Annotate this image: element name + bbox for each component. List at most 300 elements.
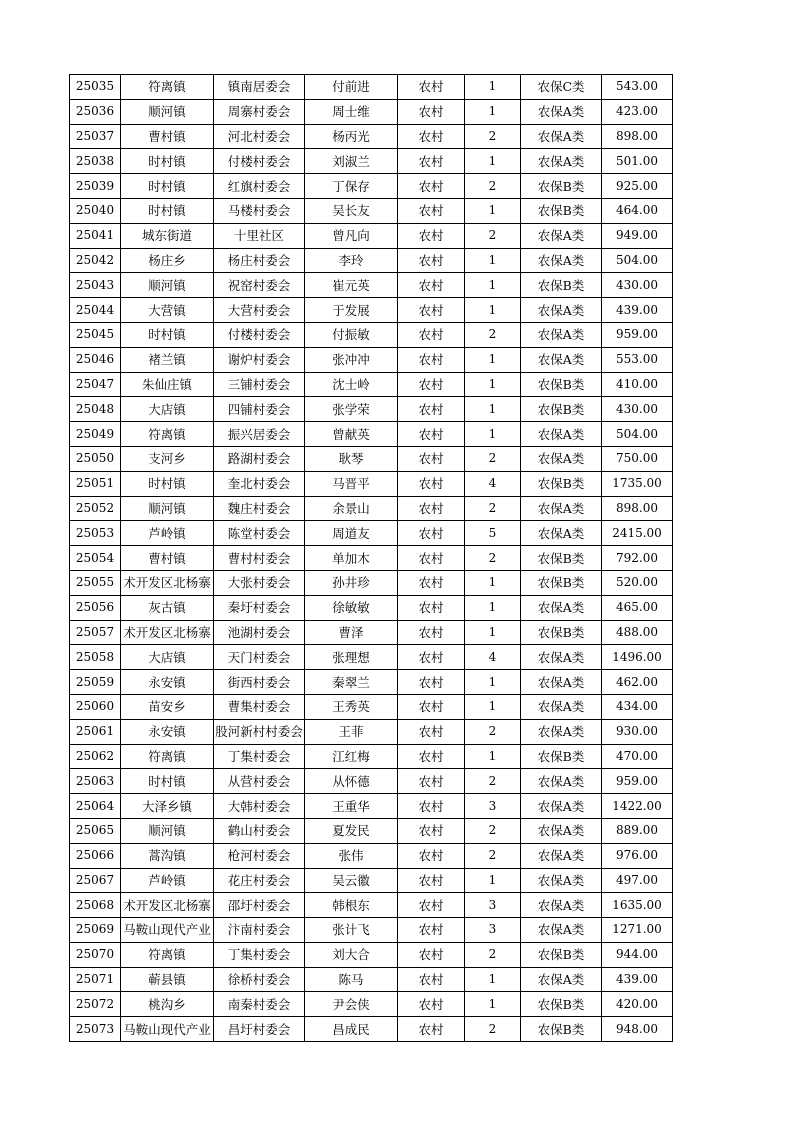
village-cell: 曹集村委会 [214, 694, 305, 719]
table-row [70, 620, 673, 645]
person-name-cell: 夏发民 [305, 818, 398, 843]
insurance-category-cell: 农保B类 [521, 992, 602, 1017]
insurance-category-cell: 农保A类 [521, 496, 602, 521]
amount-cell: 553.00 [602, 347, 673, 372]
amount-cell: 420.00 [602, 992, 673, 1017]
village-cell: 河北村委会 [214, 124, 305, 149]
town-cell: 符离镇 [121, 942, 214, 967]
household-type-cell: 农村 [398, 595, 465, 620]
person-count-cell: 1 [465, 75, 521, 100]
record-id-cell: 25036 [70, 99, 121, 124]
amount-cell: 1635.00 [602, 893, 673, 918]
person-count-cell: 2 [465, 124, 521, 149]
table-row [70, 818, 673, 843]
household-type-cell: 农村 [398, 248, 465, 273]
amount-cell: 898.00 [602, 496, 673, 521]
person-count-cell: 2 [465, 769, 521, 794]
insurance-category-cell: 农保C类 [521, 75, 602, 100]
person-count-cell: 2 [465, 446, 521, 471]
record-id-cell: 25054 [70, 546, 121, 571]
person-count-cell: 2 [465, 174, 521, 199]
household-type-cell: 农村 [398, 794, 465, 819]
town-cell: 大泽乡镇 [121, 794, 214, 819]
insurance-category-cell: 农保A类 [521, 322, 602, 347]
person-name-cell: 吴云徽 [305, 868, 398, 893]
person-count-cell: 1 [465, 99, 521, 124]
village-cell: 杨庄村委会 [214, 248, 305, 273]
amount-cell: 948.00 [602, 1017, 673, 1042]
town-cell: 蕲县镇 [121, 967, 214, 992]
person-name-cell: 杨丙光 [305, 124, 398, 149]
household-type-cell: 农村 [398, 645, 465, 670]
table-row [70, 372, 673, 397]
amount-cell: 520.00 [602, 570, 673, 595]
person-count-cell: 3 [465, 893, 521, 918]
household-type-cell: 农村 [398, 471, 465, 496]
village-cell: 陈堂村委会 [214, 521, 305, 546]
household-type-cell: 农村 [398, 273, 465, 298]
record-id-cell: 25051 [70, 471, 121, 496]
amount-cell: 750.00 [602, 446, 673, 471]
household-type-cell: 农村 [398, 769, 465, 794]
town-cell: 曹村镇 [121, 546, 214, 571]
village-cell: 大韩村委会 [214, 794, 305, 819]
table-row [70, 124, 673, 149]
table-row [70, 645, 673, 670]
town-cell: 大店镇 [121, 397, 214, 422]
person-name-cell: 江红梅 [305, 744, 398, 769]
household-type-cell: 农村 [398, 99, 465, 124]
person-name-cell: 刘大合 [305, 942, 398, 967]
amount-cell: 959.00 [602, 769, 673, 794]
town-cell: 马鞍山现代产业 [121, 1017, 214, 1042]
household-type-cell: 农村 [398, 75, 465, 100]
village-cell: 天门村委会 [214, 645, 305, 670]
town-cell: 符离镇 [121, 422, 214, 447]
table-row [70, 992, 673, 1017]
person-name-cell: 昌成民 [305, 1017, 398, 1042]
record-id-cell: 25060 [70, 694, 121, 719]
town-cell: 顺河镇 [121, 818, 214, 843]
household-type-cell: 农村 [398, 446, 465, 471]
record-id-cell: 25041 [70, 223, 121, 248]
insurance-category-cell: 农保B类 [521, 372, 602, 397]
village-cell: 大营村委会 [214, 298, 305, 323]
person-count-cell: 2 [465, 322, 521, 347]
household-type-cell: 农村 [398, 893, 465, 918]
insurance-category-cell: 农保B类 [521, 471, 602, 496]
person-name-cell: 李玲 [305, 248, 398, 273]
record-id-cell: 25056 [70, 595, 121, 620]
record-id-cell: 25064 [70, 794, 121, 819]
town-cell: 术开发区北杨寨 [121, 620, 214, 645]
table-row [70, 595, 673, 620]
household-type-cell: 农村 [398, 149, 465, 174]
person-count-cell: 2 [465, 496, 521, 521]
record-id-cell: 25039 [70, 174, 121, 199]
person-name-cell: 徐敏敏 [305, 595, 398, 620]
table-row [70, 471, 673, 496]
village-cell: 祝窑村委会 [214, 273, 305, 298]
town-cell: 顺河镇 [121, 273, 214, 298]
amount-cell: 959.00 [602, 322, 673, 347]
insurance-category-cell: 农保A类 [521, 794, 602, 819]
person-count-cell: 1 [465, 372, 521, 397]
household-type-cell: 农村 [398, 992, 465, 1017]
table-row [70, 570, 673, 595]
person-count-cell: 1 [465, 347, 521, 372]
amount-cell: 470.00 [602, 744, 673, 769]
insurance-category-cell: 农保B类 [521, 397, 602, 422]
village-cell: 三铺村委会 [214, 372, 305, 397]
village-cell: 丁集村委会 [214, 744, 305, 769]
household-type-cell: 农村 [398, 422, 465, 447]
village-cell: 振兴居委会 [214, 422, 305, 447]
amount-cell: 423.00 [602, 99, 673, 124]
person-name-cell: 秦翠兰 [305, 670, 398, 695]
person-name-cell: 王秀英 [305, 694, 398, 719]
table-row [70, 174, 673, 199]
village-cell: 花庄村委会 [214, 868, 305, 893]
record-id-cell: 25046 [70, 347, 121, 372]
record-id-cell: 25068 [70, 893, 121, 918]
village-cell: 周寨村委会 [214, 99, 305, 124]
insurance-category-cell: 农保A类 [521, 769, 602, 794]
insurance-category-cell: 农保A类 [521, 670, 602, 695]
household-type-cell: 农村 [398, 546, 465, 571]
record-id-cell: 25053 [70, 521, 121, 546]
record-id-cell: 25071 [70, 967, 121, 992]
amount-cell: 1422.00 [602, 794, 673, 819]
person-name-cell: 余景山 [305, 496, 398, 521]
person-name-cell: 王重华 [305, 794, 398, 819]
record-id-cell: 25061 [70, 719, 121, 744]
town-cell: 术开发区北杨寨 [121, 893, 214, 918]
record-id-cell: 25059 [70, 670, 121, 695]
person-count-cell: 1 [465, 397, 521, 422]
village-cell: 路湖村委会 [214, 446, 305, 471]
table-row [70, 298, 673, 323]
amount-cell: 501.00 [602, 149, 673, 174]
town-cell: 顺河镇 [121, 99, 214, 124]
person-count-cell: 1 [465, 967, 521, 992]
person-name-cell: 周道友 [305, 521, 398, 546]
amount-cell: 930.00 [602, 719, 673, 744]
town-cell: 朱仙庄镇 [121, 372, 214, 397]
amount-cell: 430.00 [602, 273, 673, 298]
insurance-category-cell: 农保A类 [521, 843, 602, 868]
record-id-cell: 25069 [70, 918, 121, 943]
person-name-cell: 张伟 [305, 843, 398, 868]
town-cell: 符离镇 [121, 744, 214, 769]
person-count-cell: 1 [465, 422, 521, 447]
person-count-cell: 2 [465, 942, 521, 967]
village-cell: 街西村委会 [214, 670, 305, 695]
household-type-cell: 农村 [398, 670, 465, 695]
insurance-category-cell: 农保A类 [521, 124, 602, 149]
village-cell: 曹村村委会 [214, 546, 305, 571]
table-row [70, 893, 673, 918]
record-id-cell: 25067 [70, 868, 121, 893]
household-type-cell: 农村 [398, 298, 465, 323]
town-cell: 时村镇 [121, 769, 214, 794]
record-id-cell: 25044 [70, 298, 121, 323]
village-cell: 魏庄村委会 [214, 496, 305, 521]
person-name-cell: 张计飞 [305, 918, 398, 943]
household-type-cell: 农村 [398, 744, 465, 769]
household-type-cell: 农村 [398, 124, 465, 149]
person-name-cell: 吴长友 [305, 198, 398, 223]
insurance-category-cell: 农保B类 [521, 744, 602, 769]
village-cell: 镇南居委会 [214, 75, 305, 100]
village-cell: 汴南村委会 [214, 918, 305, 943]
person-name-cell: 从怀德 [305, 769, 398, 794]
household-type-cell: 农村 [398, 1017, 465, 1042]
record-id-cell: 25048 [70, 397, 121, 422]
person-name-cell: 沈士岭 [305, 372, 398, 397]
town-cell: 褚兰镇 [121, 347, 214, 372]
village-cell: 邵圩村委会 [214, 893, 305, 918]
table-row [70, 967, 673, 992]
table-row [70, 149, 673, 174]
person-name-cell: 曾凡向 [305, 223, 398, 248]
data-table [69, 74, 673, 1042]
village-cell: 丁集村委会 [214, 942, 305, 967]
town-cell: 曹村镇 [121, 124, 214, 149]
person-count-cell: 2 [465, 719, 521, 744]
insurance-category-cell: 农保A类 [521, 298, 602, 323]
record-id-cell: 25043 [70, 273, 121, 298]
person-count-cell: 1 [465, 595, 521, 620]
amount-cell: 434.00 [602, 694, 673, 719]
person-name-cell: 崔元英 [305, 273, 398, 298]
table-row [70, 99, 673, 124]
household-type-cell: 农村 [398, 223, 465, 248]
village-cell: 枪河村委会 [214, 843, 305, 868]
insurance-category-cell: 农保A类 [521, 893, 602, 918]
household-type-cell: 农村 [398, 818, 465, 843]
person-count-cell: 2 [465, 818, 521, 843]
person-count-cell: 1 [465, 744, 521, 769]
person-count-cell: 2 [465, 843, 521, 868]
amount-cell: 462.00 [602, 670, 673, 695]
record-id-cell: 25072 [70, 992, 121, 1017]
insurance-category-cell: 农保B类 [521, 198, 602, 223]
town-cell: 时村镇 [121, 174, 214, 199]
amount-cell: 889.00 [602, 818, 673, 843]
record-id-cell: 25055 [70, 570, 121, 595]
insurance-category-cell: 农保B类 [521, 942, 602, 967]
household-type-cell: 农村 [398, 174, 465, 199]
village-cell: 池湖村委会 [214, 620, 305, 645]
table-row [70, 446, 673, 471]
person-count-cell: 4 [465, 645, 521, 670]
insurance-category-cell: 农保B类 [521, 174, 602, 199]
table-row [70, 347, 673, 372]
table-row [70, 694, 673, 719]
person-count-cell: 1 [465, 868, 521, 893]
record-id-cell: 25063 [70, 769, 121, 794]
person-count-cell: 1 [465, 670, 521, 695]
household-type-cell: 农村 [398, 570, 465, 595]
person-count-cell: 1 [465, 248, 521, 273]
village-cell: 徐桥村委会 [214, 967, 305, 992]
household-type-cell: 农村 [398, 942, 465, 967]
village-cell: 马楼村委会 [214, 198, 305, 223]
town-cell: 时村镇 [121, 471, 214, 496]
person-count-cell: 1 [465, 620, 521, 645]
table-row [70, 794, 673, 819]
table-row [70, 843, 673, 868]
village-cell: 大张村委会 [214, 570, 305, 595]
person-name-cell: 曾献英 [305, 422, 398, 447]
table-row [70, 521, 673, 546]
person-count-cell: 2 [465, 223, 521, 248]
amount-cell: 976.00 [602, 843, 673, 868]
insurance-category-cell: 农保A类 [521, 818, 602, 843]
town-cell: 大店镇 [121, 645, 214, 670]
village-cell: 从营村委会 [214, 769, 305, 794]
village-cell: 四铺村委会 [214, 397, 305, 422]
household-type-cell: 农村 [398, 967, 465, 992]
insurance-category-cell: 农保A类 [521, 149, 602, 174]
amount-cell: 497.00 [602, 868, 673, 893]
town-cell: 永安镇 [121, 670, 214, 695]
village-cell: 红旗村委会 [214, 174, 305, 199]
town-cell: 时村镇 [121, 198, 214, 223]
insurance-category-cell: 农保A类 [521, 645, 602, 670]
insurance-category-cell: 农保A类 [521, 868, 602, 893]
insurance-category-cell: 农保B类 [521, 570, 602, 595]
town-cell: 时村镇 [121, 149, 214, 174]
town-cell: 马鞍山现代产业 [121, 918, 214, 943]
household-type-cell: 农村 [398, 372, 465, 397]
person-name-cell: 曹泽 [305, 620, 398, 645]
town-cell: 城东街道 [121, 223, 214, 248]
record-id-cell: 25045 [70, 322, 121, 347]
person-name-cell: 付振敏 [305, 322, 398, 347]
table-row [70, 719, 673, 744]
record-id-cell: 25073 [70, 1017, 121, 1042]
person-name-cell: 付前进 [305, 75, 398, 100]
amount-cell: 504.00 [602, 422, 673, 447]
table-row [70, 918, 673, 943]
table-row [70, 198, 673, 223]
person-count-cell: 1 [465, 149, 521, 174]
village-cell: 谢炉村委会 [214, 347, 305, 372]
person-name-cell: 丁保存 [305, 174, 398, 199]
town-cell: 杨庄乡 [121, 248, 214, 273]
insurance-category-cell: 农保B类 [521, 546, 602, 571]
insurance-category-cell: 农保A类 [521, 694, 602, 719]
person-count-cell: 1 [465, 198, 521, 223]
record-id-cell: 25047 [70, 372, 121, 397]
amount-cell: 1735.00 [602, 471, 673, 496]
record-id-cell: 25062 [70, 744, 121, 769]
town-cell: 术开发区北杨寨 [121, 570, 214, 595]
person-name-cell: 孙井珍 [305, 570, 398, 595]
person-name-cell: 耿琴 [305, 446, 398, 471]
record-id-cell: 25049 [70, 422, 121, 447]
town-cell: 符离镇 [121, 75, 214, 100]
insurance-category-cell: 农保B类 [521, 620, 602, 645]
record-id-cell: 25050 [70, 446, 121, 471]
record-id-cell: 25037 [70, 124, 121, 149]
amount-cell: 439.00 [602, 967, 673, 992]
person-name-cell: 马晋平 [305, 471, 398, 496]
person-count-cell: 4 [465, 471, 521, 496]
town-cell: 大营镇 [121, 298, 214, 323]
insurance-category-cell: 农保A类 [521, 347, 602, 372]
village-cell: 付楼村委会 [214, 322, 305, 347]
record-id-cell: 25035 [70, 75, 121, 100]
insurance-category-cell: 农保A类 [521, 967, 602, 992]
household-type-cell: 农村 [398, 843, 465, 868]
town-cell: 支河乡 [121, 446, 214, 471]
table-row [70, 248, 673, 273]
village-cell: 南秦村委会 [214, 992, 305, 1017]
village-cell: 昌圩村委会 [214, 1017, 305, 1042]
person-count-cell: 1 [465, 992, 521, 1017]
household-type-cell: 农村 [398, 322, 465, 347]
village-cell: 鹤山村委会 [214, 818, 305, 843]
record-id-cell: 25058 [70, 645, 121, 670]
table-row [70, 496, 673, 521]
amount-cell: 439.00 [602, 298, 673, 323]
insurance-category-cell: 农保A类 [521, 719, 602, 744]
amount-cell: 504.00 [602, 248, 673, 273]
person-count-cell: 5 [465, 521, 521, 546]
record-id-cell: 25057 [70, 620, 121, 645]
person-name-cell: 刘淑兰 [305, 149, 398, 174]
record-id-cell: 25052 [70, 496, 121, 521]
household-type-cell: 农村 [398, 719, 465, 744]
record-id-cell: 25038 [70, 149, 121, 174]
record-id-cell: 25042 [70, 248, 121, 273]
town-cell: 时村镇 [121, 322, 214, 347]
person-name-cell: 于发展 [305, 298, 398, 323]
household-type-cell: 农村 [398, 397, 465, 422]
town-cell: 灰古镇 [121, 595, 214, 620]
village-cell: 奎北村委会 [214, 471, 305, 496]
village-cell: 秦圩村委会 [214, 595, 305, 620]
household-type-cell: 农村 [398, 918, 465, 943]
insurance-category-cell: 农保A类 [521, 248, 602, 273]
amount-cell: 410.00 [602, 372, 673, 397]
amount-cell: 543.00 [602, 75, 673, 100]
insurance-category-cell: 农保A类 [521, 223, 602, 248]
amount-cell: 792.00 [602, 546, 673, 571]
town-cell: 永安镇 [121, 719, 214, 744]
insurance-category-cell: 农保A类 [521, 521, 602, 546]
person-count-cell: 1 [465, 570, 521, 595]
insurance-category-cell: 农保A类 [521, 446, 602, 471]
village-cell: 付楼村委会 [214, 149, 305, 174]
amount-cell: 898.00 [602, 124, 673, 149]
amount-cell: 1496.00 [602, 645, 673, 670]
table-row [70, 223, 673, 248]
person-name-cell: 单加木 [305, 546, 398, 571]
person-count-cell: 3 [465, 794, 521, 819]
record-id-cell: 25066 [70, 843, 121, 868]
amount-cell: 430.00 [602, 397, 673, 422]
table-row [70, 942, 673, 967]
table-row [70, 75, 673, 100]
person-name-cell: 尹会侠 [305, 992, 398, 1017]
household-type-cell: 农村 [398, 620, 465, 645]
town-cell: 桃沟乡 [121, 992, 214, 1017]
record-id-cell: 25065 [70, 818, 121, 843]
